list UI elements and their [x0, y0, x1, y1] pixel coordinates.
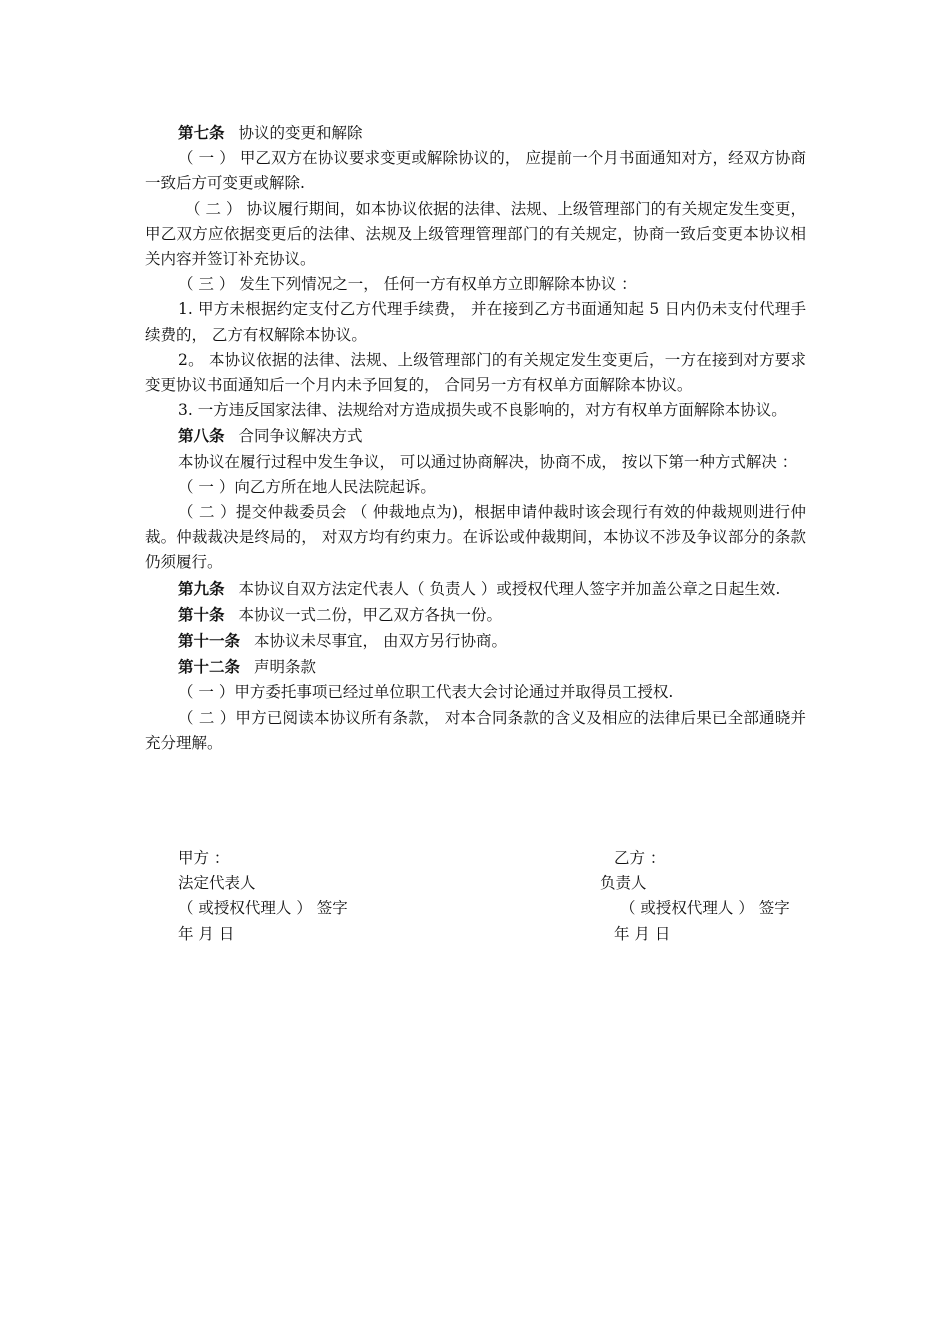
article-8-option-1: （ 一 ）向乙方所在地人民法院起诉。 [178, 477, 436, 496]
article-11-number: 第十一条 [178, 631, 241, 651]
party-b-date: 年 月 日 [614, 924, 671, 943]
article-7-title: 协议的变更和解除 [238, 124, 363, 142]
party-b-label: 乙方 ： [614, 849, 666, 867]
article-12-clause-1: （ 一 ）甲方委托事项已经过单位职工代表大会讨论通过并取得员工授权. [178, 683, 674, 702]
article-9-text: 本协议自双方法定代表人（ 负责人 ）或授权代理人签字并加盖公章之日起生效. [238, 579, 781, 598]
article-8-title: 合同争议解决方式 [238, 427, 363, 446]
article-8-number: 第八条 [178, 426, 225, 446]
article-7-item-3: 3. 一方违反国家法律、法规给对方造成损失或不良影响的，对方有权单方面解除本协议。 [178, 401, 787, 420]
contract-body [145, 120, 806, 756]
article-7-clause-3: （ 三 ） 发生下列情况之一， 任何一方有权单方立即解除本协议 ： [178, 275, 637, 294]
article-11 [145, 628, 806, 654]
article-10 [145, 602, 806, 628]
article-12-number: 第十二条 [178, 657, 241, 677]
party-b-sign-line: （ 或授权代理人 ） 签字 [620, 899, 790, 918]
article-10-number: 第十条 [178, 604, 225, 624]
party-a-date: 年 月 日 [178, 924, 235, 943]
article-7-number: 第七条 [178, 123, 225, 142]
article-8-heading [145, 423, 806, 449]
party-a-sign-line: （ 或授权代理人 ） 签字 [178, 899, 348, 918]
article-10-text: 本协议一式二份，甲乙双方各执一份。 [238, 605, 503, 624]
article-7-clause-1: （ 一 ） 甲乙双方在协议要求变更或解除协议的， 应提前一个月书面通知对方，经双方协商一致后方可变更或解除. [145, 149, 806, 193]
article-8-option-2: （ 二 ）提交仲裁委员会 （ 仲裁地点为)，根据申请仲裁时该会现行有效的仲裁规则进行仲裁。仲裁裁决是终局的， 对双方均有约束力。在诉讼或仲裁期间，本协议不涉及争议部分的条款仍须履行。 [145, 503, 806, 572]
article-7-clause-2: （ 二 ） 协议履行期间，如本协议依据的法律、法规、上级管理部门的有关规定发生变更，甲乙双方应依据变更后的法律、法规及上级管理管理部门的有关规定，协商一致后变更本协议相关内容并签订补充协议。 [145, 199, 806, 269]
party-a-signature-block [178, 846, 478, 947]
article-12-title: 声明条款 [254, 658, 317, 677]
article-11-text: 本协议未尽事宜， 由双方另行协商。 [254, 632, 507, 651]
article-9 [145, 576, 806, 602]
article-7-item-2: 2。 本协议依据的法律、法规、上级管理部门的有关规定发生变更后，一方在接到对方要求变更协议书面通知后一个月内未予回复的， 合同另一方有权单方面解除本协议。 [145, 350, 806, 395]
article-7-heading [145, 120, 806, 146]
article-12-heading [145, 654, 806, 680]
article-12-clause-2: （ 二 ）甲方已阅读本协议所有条款， 对本合同条款的含义及相应的法律后果已全部通晓并充分理解。 [145, 708, 806, 752]
party-a-representative: 法定代表人 [178, 874, 256, 893]
article-9-number: 第九条 [178, 578, 225, 598]
article-7-item-1: 1. 甲方未根据约定支付乙方代理手续费， 并在接到乙方书面通知起 5 日内仍未支付代理手续费的， 乙方有权解除本协议。 [145, 300, 806, 344]
party-a-label: 甲方 ： [178, 849, 230, 867]
party-b-representative: 负责人 [600, 874, 647, 893]
article-8-intro: 本协议在履行过程中发生争议， 可以通过协商解决，协商不成， 按以下第一种方式解决 ： [178, 452, 798, 471]
party-b-signature-block [600, 846, 810, 947]
